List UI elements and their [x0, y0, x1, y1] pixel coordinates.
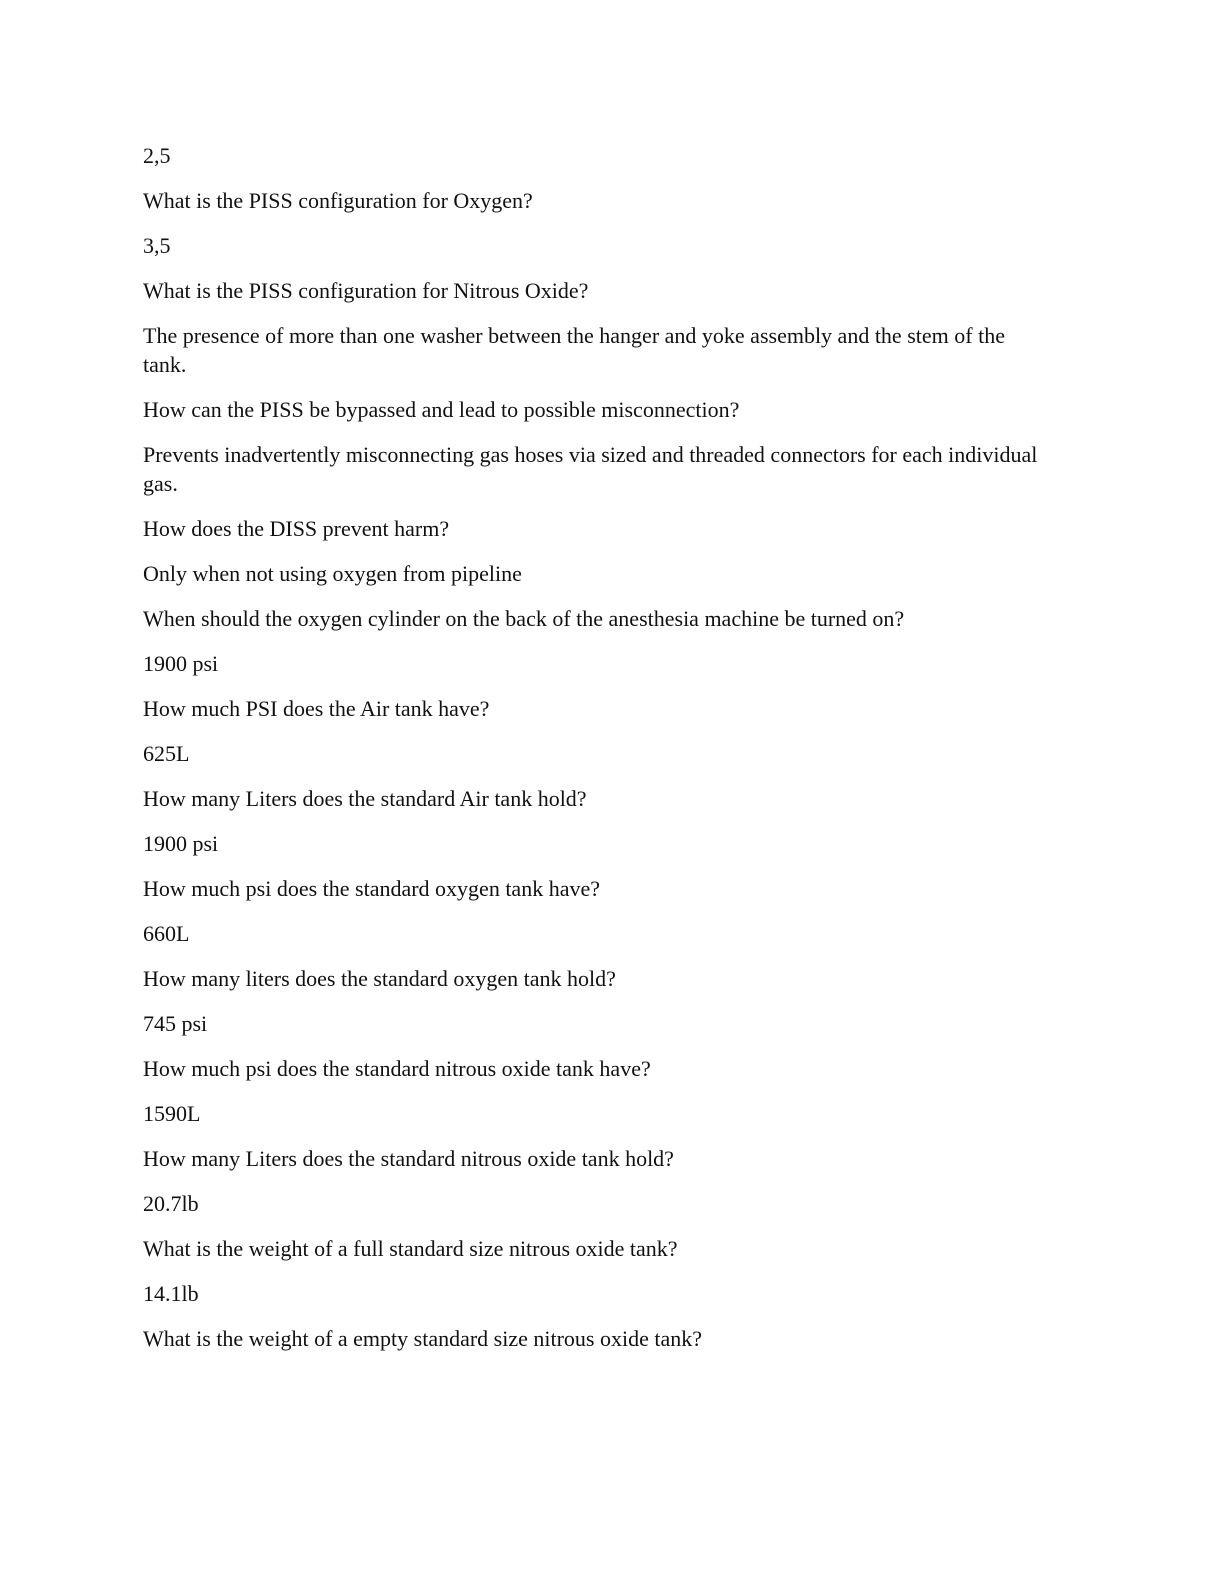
answer-paragraph: The presence of more than one washer between the hanger and yoke assembly and the stem of the tank. — [143, 323, 1005, 377]
question-paragraph: What is the weight of a full standard size nitrous oxide tank? — [143, 1236, 678, 1261]
question-paragraph: How much psi does the standard oxygen tank have? — [143, 876, 600, 901]
question-paragraph: How many Liters does the standard Air tank hold? — [143, 786, 587, 811]
question-paragraph: How much PSI does the Air tank have? — [143, 696, 490, 721]
answer-paragraph: 3,5 — [143, 233, 171, 258]
question-paragraph: What is the PISS configuration for Nitrous Oxide? — [143, 278, 589, 303]
question-paragraph: How many liters does the standard oxygen tank hold? — [143, 966, 616, 991]
answer-paragraph: 625L — [143, 741, 190, 766]
answer-paragraph: 20.7lb — [143, 1191, 199, 1216]
question-paragraph: When should the oxygen cylinder on the back of the anesthesia machine be turned on? — [143, 606, 905, 631]
answer-paragraph: 745 psi — [143, 1011, 208, 1036]
question-paragraph: How many Liters does the standard nitrous oxide tank hold? — [143, 1146, 674, 1171]
question-paragraph: How much psi does the standard nitrous oxide tank have? — [143, 1056, 651, 1081]
document-body — [143, 141, 1048, 1369]
question-paragraph: What is the PISS configuration for Oxygen? — [143, 188, 533, 213]
answer-paragraph: 660L — [143, 921, 190, 946]
answer-paragraph: Prevents inadvertently misconnecting gas hoses via sized and threaded connectors for each individual gas. — [143, 442, 1038, 496]
question-paragraph: What is the weight of a empty standard size nitrous oxide tank? — [143, 1326, 703, 1351]
answer-paragraph: 2,5 — [143, 143, 171, 168]
answer-paragraph: Only when not using oxygen from pipeline — [143, 561, 522, 586]
answer-paragraph: 14.1lb — [143, 1281, 199, 1306]
question-paragraph: How does the DISS prevent harm? — [143, 516, 450, 541]
answer-paragraph: 1900 psi — [143, 831, 219, 856]
answer-paragraph: 1900 psi — [143, 651, 219, 676]
question-paragraph: How can the PISS be bypassed and lead to possible misconnection? — [143, 397, 740, 422]
answer-paragraph: 1590L — [143, 1101, 201, 1126]
